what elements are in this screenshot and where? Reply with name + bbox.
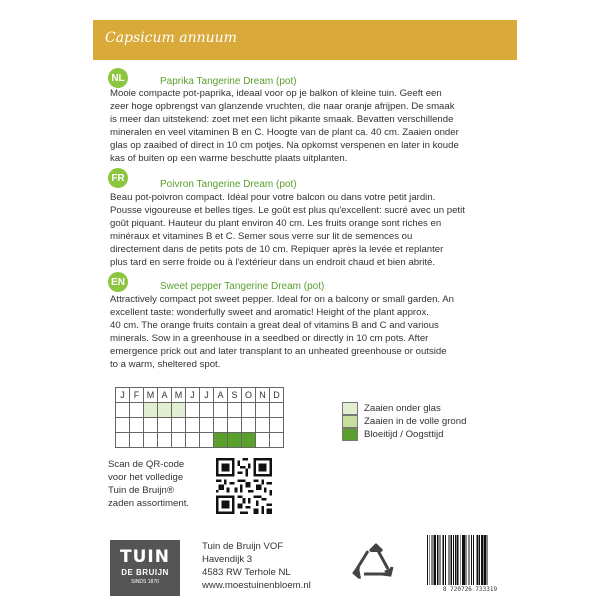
calendar-cell: [172, 433, 186, 448]
calendar-cell: [186, 433, 200, 448]
calendar-cell: [116, 403, 130, 418]
text-line: to a warm, sheltered spot.: [110, 359, 221, 370]
text-line: Attractively compact pot sweet pepper. Ideal for on a balcony or small garden. An: [110, 294, 454, 305]
calendar-cell: [186, 418, 200, 433]
calendar-month-12: D: [270, 388, 284, 403]
address-line: Havendijk 3: [202, 554, 253, 565]
calendar-cell: [144, 403, 158, 418]
calendar-month-3: M: [144, 388, 158, 403]
calendar-cell: [158, 418, 172, 433]
calendar-month-2: F: [130, 388, 144, 403]
calendar-month-9: S: [228, 388, 242, 403]
barcode: [425, 535, 515, 595]
calendar-cell: [256, 403, 270, 418]
calendar-cell: [242, 418, 256, 433]
section-body-en: [110, 293, 515, 371]
calendar-month-5: M: [172, 388, 186, 403]
section-nl: [110, 68, 515, 168]
text-line: glas op zaaibed of direct in 10 cm potjes. Na opkomst verspenen en later in koude: [110, 140, 459, 151]
calendar-month-6: J: [186, 388, 200, 403]
section-title-fr: Poivron Tangerine Dream (pot): [160, 179, 297, 190]
calendar-cell: [130, 418, 144, 433]
calendar-cell: [130, 403, 144, 418]
calendar-cell: [242, 433, 256, 448]
text-line: is meer dan uitstekend: zoet met een licht pikante smaak. Bevatten verschillende: [110, 114, 454, 125]
calendar-cell: [144, 418, 158, 433]
legend-swatch-sow: [342, 402, 358, 415]
text-line: kas of buiten op een warme beschutte plaats uitplanten.: [110, 153, 348, 164]
calendar-cell: [130, 433, 144, 448]
recycle-icon: [350, 543, 402, 593]
sowing-calendar: [115, 387, 284, 448]
calendar-cell: [270, 403, 284, 418]
calendar-legend: [342, 402, 466, 441]
calendar-cell: [214, 418, 228, 433]
logo-line3: SINDS 1870: [131, 579, 159, 585]
tuin-de-bruijn-logo: [110, 540, 180, 596]
calendar-cell: [186, 403, 200, 418]
calendar-cell: [200, 433, 214, 448]
text-line: 40 cm. The orange fruits contain a great deal of vitamins B and C and various: [110, 320, 439, 331]
calendar-cell: [228, 418, 242, 433]
calendar-cell: [228, 433, 242, 448]
calendar-sow-row: [116, 403, 284, 418]
calendar-bloom-row: [116, 433, 284, 448]
text-line: zeer hoge opbrengst van glanzende vruchten, die naar oranje afrijpen. De smaak: [110, 101, 455, 112]
legend-swatch-outdoor: [342, 415, 358, 428]
section-title-nl: Paprika Tangerine Dream (pot): [160, 76, 297, 87]
website-link[interactable]: www.moestuinenbloem.nl: [202, 580, 311, 591]
calendar-month-7: J: [200, 388, 214, 403]
legend-label: Zaaien in de volle grond: [364, 416, 467, 427]
calendar-month-1: J: [116, 388, 130, 403]
qr-code-icon[interactable]: [216, 458, 272, 514]
text-line: Pousse vigoureuse et belles tiges. Le goût est plus qu'excellent: sucré avec un petit: [110, 205, 465, 216]
species-title: Capsicum annuum: [105, 30, 237, 46]
calendar-outdoor-row: [116, 418, 284, 433]
text-line: minéraux et vitamines B et C. Semer sous verre sur lit de semences ou: [110, 231, 413, 242]
legend-item: [342, 415, 466, 428]
lang-badge-nl: NL: [108, 68, 128, 88]
calendar-cell: [242, 403, 256, 418]
text-line: mineralen en veel vitaminen B en C. Hoogte van de plant ca. 40 cm. Zaaien onder: [110, 127, 459, 138]
header-banner: [93, 20, 517, 60]
text-line: plus tard en serre froide ou à l'extérieur dans un endroit chaud et bien abrité.: [110, 257, 436, 268]
logo-line1: TUIN: [120, 547, 170, 567]
address-line: Tuin de Bruijn VOF: [202, 541, 284, 552]
address-line: 4583 RW Terhole NL: [202, 567, 291, 578]
text-line: zaden assortiment.: [108, 498, 190, 509]
calendar-month-8: A: [214, 388, 228, 403]
section-title-en: Sweet pepper Tangerine Dream (pot): [160, 281, 325, 292]
text-line: goût piquant. Hauteur du plant environ 40 cm. Les fruits orange sont riches en: [110, 218, 442, 229]
calendar-cell: [158, 403, 172, 418]
calendar-month-10: O: [242, 388, 256, 403]
section-en: [110, 272, 515, 377]
logo-line2: DE BRUIJN: [121, 568, 169, 577]
calendar-month-11: N: [256, 388, 270, 403]
text-line: minerals. Sow in a greenhouse in a seedbed or directly in 10 cm pots. After: [110, 333, 429, 344]
barcode-number: 8 720726 733319: [442, 586, 498, 593]
text-line: Tuin de Bruijn®: [108, 485, 174, 496]
calendar-cell: [214, 403, 228, 418]
section-body-nl: [110, 87, 515, 165]
calendar-cell: [214, 433, 228, 448]
legend-label: Bloeitijd / Oogsttijd: [364, 429, 444, 440]
calendar-cell: [144, 433, 158, 448]
qr-caption: [108, 458, 208, 510]
legend-item: [342, 402, 466, 415]
text-line: emergence prick out and later transplant to an unheated greenhouse or outside: [110, 346, 447, 357]
legend-swatch-bloom: [342, 428, 358, 441]
calendar-cell: [200, 403, 214, 418]
calendar-cell: [270, 433, 284, 448]
text-line: Beau pot-poivron compact. Idéal pour votre balcon ou dans votre petit jardin.: [110, 192, 436, 203]
section-body-fr: [110, 191, 515, 269]
calendar-cell: [116, 418, 130, 433]
company-address: [202, 540, 311, 592]
lang-badge-en: EN: [108, 272, 128, 292]
legend-label: Zaaien onder glas: [364, 403, 441, 414]
calendar-cell: [256, 418, 270, 433]
barcode-icon: [425, 535, 515, 585]
text-line: voor het volledige: [108, 472, 184, 483]
calendar-month-row: [116, 388, 284, 403]
calendar-month-4: A: [158, 388, 172, 403]
calendar-cell: [158, 433, 172, 448]
calendar-cell: [228, 403, 242, 418]
text-line: Mooie compacte pot-paprika, ideaal voor op je balkon of kleine tuin. Geeft een: [110, 88, 442, 99]
calendar-cell: [270, 418, 284, 433]
lang-badge-fr: FR: [108, 168, 128, 188]
text-line: excellent taste: wonderfully sweet and aromatic! Height of the plant approx.: [110, 307, 429, 318]
section-fr: [110, 168, 515, 268]
text-line: directement dans de petits pots de 10 cm. Repiquer après la levée et replanter: [110, 244, 444, 255]
calendar-cell: [116, 433, 130, 448]
calendar-cell: [200, 418, 214, 433]
calendar-cell: [172, 418, 186, 433]
calendar-cell: [172, 403, 186, 418]
legend-item: [342, 428, 466, 441]
calendar-cell: [256, 433, 270, 448]
text-line: Scan de QR-code: [108, 459, 185, 470]
